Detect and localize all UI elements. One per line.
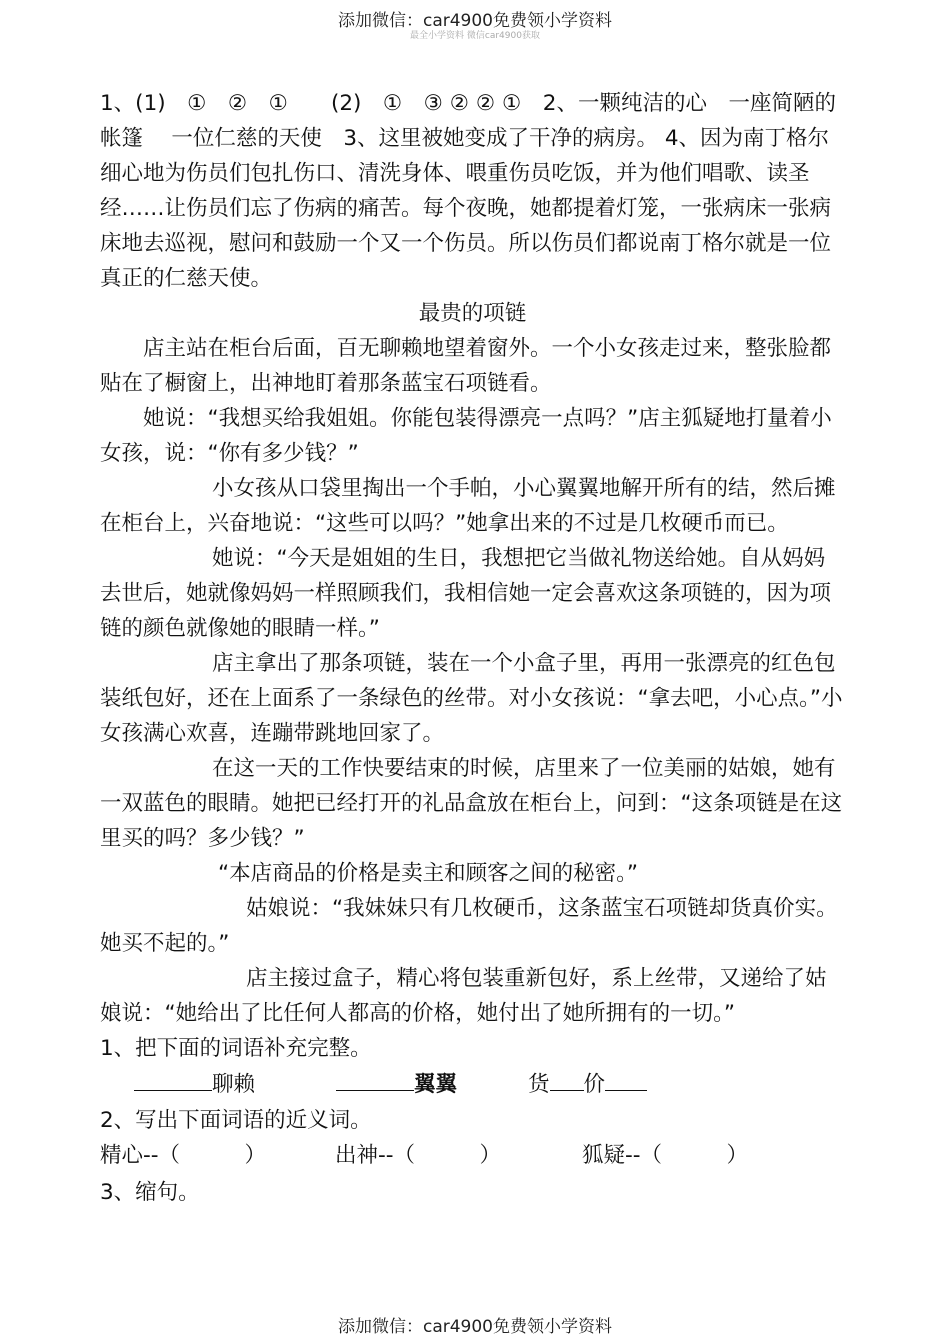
story-paragraph: 小女孩从口袋里掏出一个手帕，小心翼翼地解开所有的结，然后摊在柜台上，兴奋地说：“这些可以吗？”她拿出来的不过是几枚硬币而已。 (100, 476, 836, 536)
fill-word: 聊赖 (212, 1072, 256, 1097)
watermark-subtext: 最全小学资料 微信car4900获取 (410, 31, 540, 41)
synonym-item: 狐疑--（ ） (582, 1143, 749, 1168)
story-paragraph: 姑娘说：“我妹妹只有几枚硬币，这条蓝宝石项链却货真价实。她买不起的。” (100, 896, 838, 956)
story-paragraph: “本店商品的价格是卖主和顾客之间的秘密。” (218, 861, 639, 886)
watermark-bottom: 添加微信：car4900免费领小学资料 (337, 1317, 613, 1337)
fill-item (528, 1066, 647, 1102)
answer-paragraph: 1、(1) ① ② ① (2) ① ③ ② ② ① 2、一颗纯洁的心 一座简陋的帐篷 一位仁慈的天使 3、这里被她变成了干净的病房。 4、因为南丁格尔细心地为伤员们包扎伤口、清洗身体、喂重伤员吃饭，并为他们唱歌、读圣经……让伤员们忘了伤病的痛苦。每个夜晚，她都提着灯笼，一张病床一张病床地去巡视，慰问和鼓励一个又一个伤员。所以伤员们都说南丁格尔就是一位真正的仁慈天使。 (100, 91, 836, 291)
answer-blank[interactable] (550, 1066, 584, 1091)
question-2-items (100, 1138, 845, 1175)
synonym-item: 出神--（ ） (335, 1143, 502, 1168)
watermark-top: 添加微信：car4900免费领小学资料 (337, 11, 613, 31)
answer-blank[interactable] (134, 1066, 212, 1091)
story-paragraph: 店主接过盒子，精心将包装重新包好，系上丝带，又递给了姑娘说：“她给出了比任何人都高的价格，她付出了她所拥有的一切。” (100, 966, 827, 1026)
fill-word: 货 (528, 1072, 550, 1097)
question-1-blanks (100, 1066, 845, 1103)
story-paragraph: 店主站在柜台后面，百无聊赖地望着窗外。一个小女孩走过来，整张脸都贴在了橱窗上，出神地盯着那条蓝宝石项链看。 (100, 336, 832, 396)
story-title: 最贵的项链 (418, 301, 527, 326)
question-1: 1、把下面的词语补充完整。 (100, 1036, 372, 1061)
story-paragraph: 店主拿出了那条项链，装在一个小盒子里，再用一张漂亮的红色包装纸包好，还在上面系了一条绿色的丝带。对小女孩说：“拿去吧，小心点。”小女孩满心欢喜，连蹦带跳地回家了。 (100, 651, 843, 746)
fill-item (336, 1066, 457, 1102)
question-2: 2、写出下面词语的近义词。 (100, 1108, 372, 1133)
fill-item (134, 1066, 255, 1102)
story-paragraph: 她说：“今天是姐姐的生日，我想把它当做礼物送给她。自从妈妈去世后，她就像妈妈一样照顾我们，我相信她一定会喜欢这条项链的，因为项链的颜色就像她的眼睛一样。” (100, 546, 832, 641)
fill-word: 价 (583, 1072, 606, 1097)
answer-blank[interactable] (605, 1066, 647, 1091)
fill-word: 翼翼 (414, 1072, 458, 1097)
synonym-item: 精心--（ ） (100, 1143, 267, 1168)
story-paragraph: 在这一天的工作快要结束的时候，店里来了一位美丽的姑娘，她有一双蓝色的眼睛。她把已经打开的礼品盒放在柜台上，问到：“这条项链是在这里买的吗？多少钱？” (100, 756, 843, 851)
question-3: 3、缩句。 (100, 1180, 200, 1205)
answer-blank[interactable] (336, 1066, 414, 1091)
document-body (100, 86, 845, 1210)
story-paragraph: 她说：“我想买给我姐姐。你能包装得漂亮一点吗？”店主狐疑地打量着小女孩，说：“你有多少钱？” (100, 406, 832, 466)
